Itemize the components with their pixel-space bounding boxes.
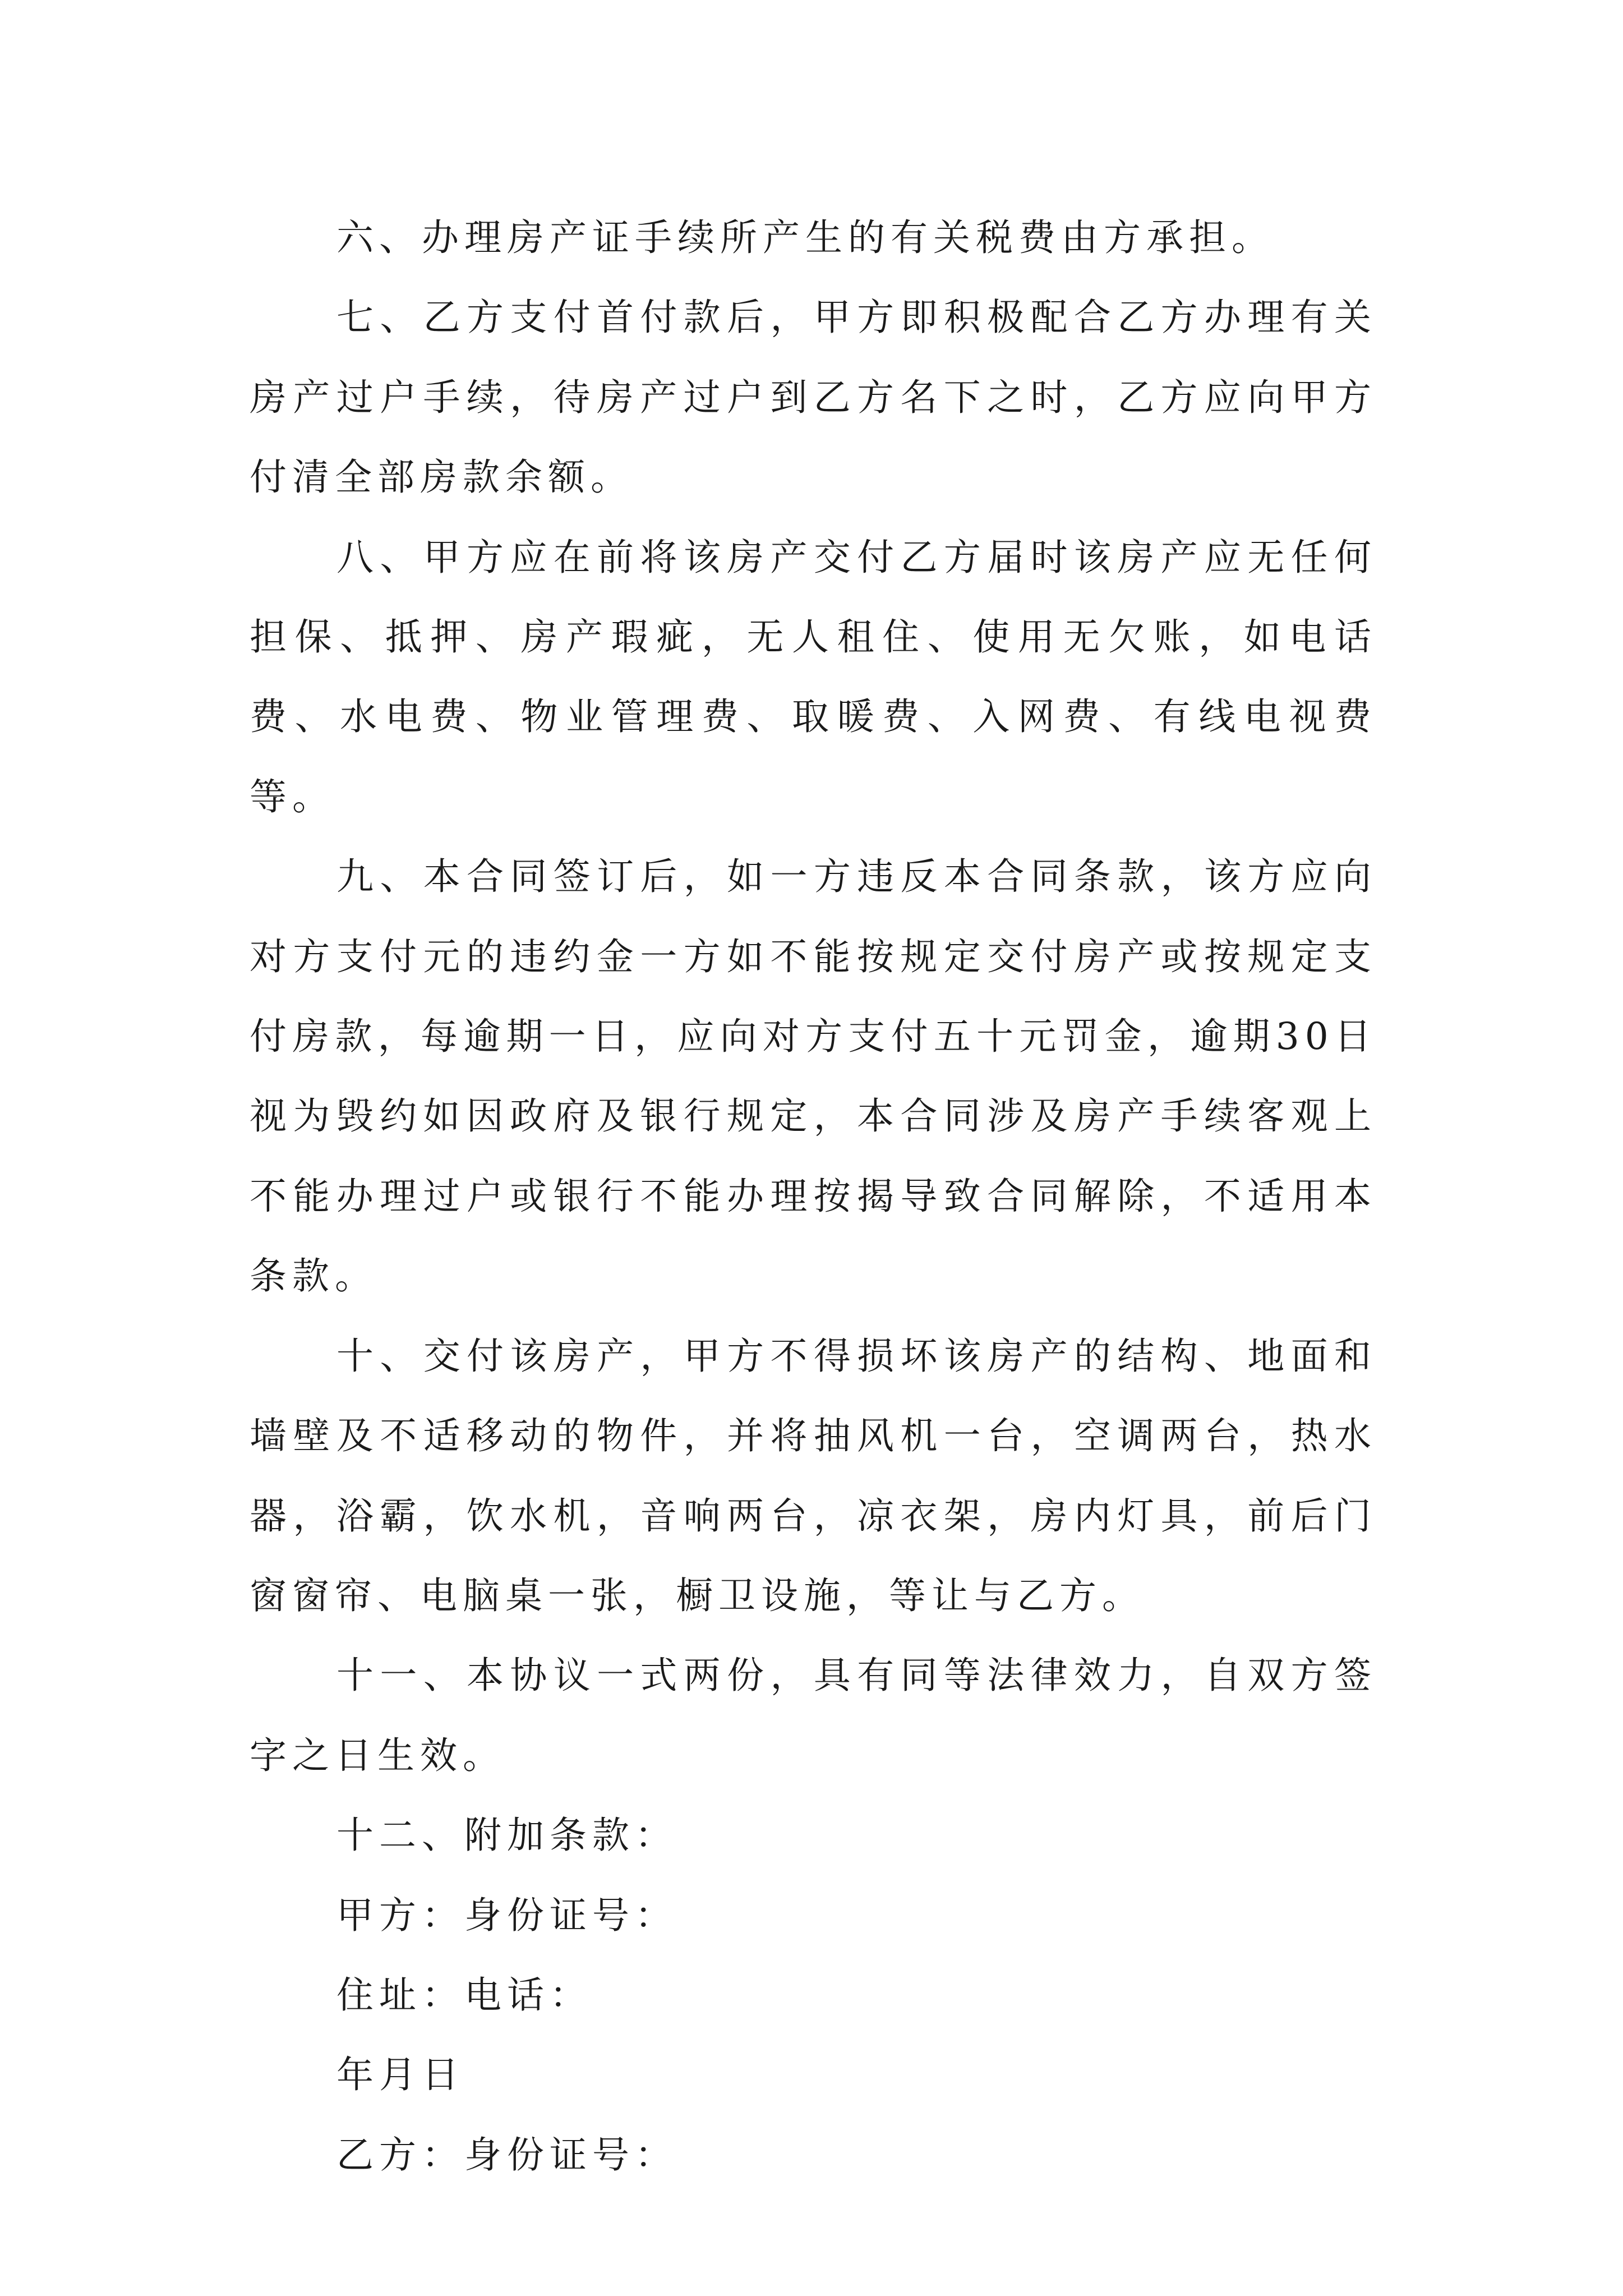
document-body: [250, 198, 1377, 2195]
clause-6: 六、办理房产证手续所产生的有关税费由方承担。: [336, 216, 1274, 259]
clause-7: 七、乙方支付首付款后，甲方即积极配合乙方办理有关房产过户手续，待房产过户到乙方名下之时，乙方应向甲方付清全部房款余额。: [250, 296, 1377, 499]
party-b-id-field: 乙方：身份证号：: [336, 2133, 677, 2177]
clause-9: 九、本合同签订后，如一方违反本合同条款，该方应向对方支付元的违约金一方如不能按规定交付房产或按规定支付房款，每逾期一日，应向对方支付五十元罚金，逾期30日视为毁约如因政府及银行规定，本合同涉及房产手续客观上不能办理过户或银行不能办理按揭导致合同解除，不适用本条款。: [250, 855, 1377, 1298]
date-field: 年月日: [336, 2053, 464, 2097]
address-phone-field: 住址：电话：: [336, 1973, 592, 2017]
clause-12-additional-terms: 十二、附加条款：: [336, 1814, 677, 1857]
party-a-id-field: 甲方：身份证号：: [336, 1893, 677, 1937]
clause-11: 十一、本协议一式两份，具有同等法律效力，自双方签字之日生效。: [250, 1654, 1377, 1777]
clause-10: 十、交付该房产，甲方不得损坏该房产的结构、地面和墙壁及不适移动的物件，并将抽风机一台，空调两台，热水器，浴霸，饮水机，音响两台，凉衣架，房内灯具，前后门窗窗帘、电脑桌一张，橱卫设施，等让与乙方。: [250, 1334, 1377, 1617]
clause-8: 八、甲方应在前将该房产交付乙方届时该房产应无任何担保、抵押、房产瑕疵，无人租住、使用无欠账，如电话费、水电费、物业管理费、取暖费、入网费、有线电视费等。: [250, 535, 1377, 818]
